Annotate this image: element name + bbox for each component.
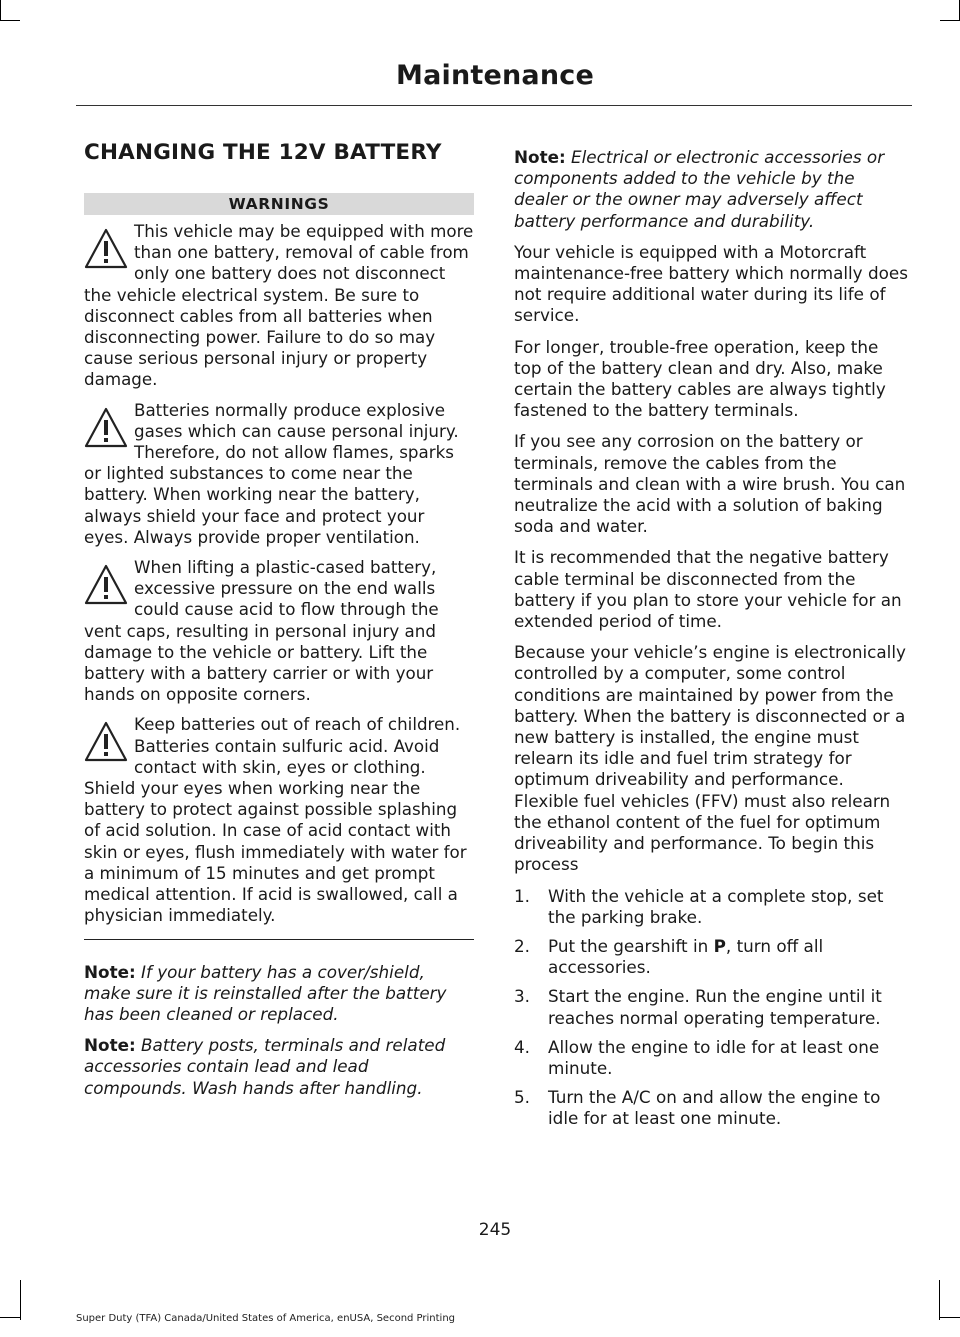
warning-text: Batteries normally produce explosive gases which can cause personal injury. Therefore, do not allow flames, sparks or lighted substances to come near the battery. When working near the battery, always shield your face and protect your eyes. Always provide proper ventilation. [84, 399, 459, 547]
step-text: Turn the A/C on and allow the engine to idle for at least one minute. [548, 1087, 881, 1129]
note-label: Note: [84, 961, 136, 982]
note-text: If your battery has a cover/shield, make sure it is reinstalled after the battery has been cleaned or replaced. [84, 961, 447, 1024]
step-item [514, 886, 908, 928]
warnings-divider [84, 939, 474, 940]
step-number: 5. [514, 1087, 531, 1108]
warnings-header: WARNINGS [84, 193, 474, 215]
note [84, 1035, 474, 1099]
page-header-title: Maintenance [396, 60, 594, 91]
step-text: With the vehicle at a complete stop, set the parking brake. [548, 885, 884, 927]
crop-mark [940, 20, 960, 21]
crop-mark [940, 1317, 960, 1318]
note [514, 147, 908, 232]
body-paragraph: If you see any corrosion on the battery or terminals, remove the cables from the terminals and clean with a wire brush. You can neutralize the acid with a solution of baking soda and water. [514, 431, 906, 537]
body-paragraph: For longer, trouble-free operation, keep the top of the battery clean and dry. Also, make certain the battery cables are always tightly fastened to the battery terminals. [514, 336, 886, 421]
note-text: Battery posts, terminals and related accessories contain lead and lead compounds. Wash hands after handling. [84, 1035, 446, 1098]
right-column [514, 147, 908, 1138]
crop-mark [20, 1280, 21, 1320]
warning-item [84, 714, 474, 926]
step-number: 3. [514, 986, 531, 1007]
step-text: Allow the engine to idle for at least one minute. [548, 1036, 880, 1078]
step-item [514, 1037, 908, 1079]
page-number: 245 [478, 1220, 512, 1240]
step-item [514, 1087, 908, 1129]
note-text: Electrical or electronic accessories or components added to the vehicle by the dealer or the owner may adversely affect battery performance and durability. [514, 147, 885, 231]
body-paragraph: Your vehicle is equipped with a Motorcraft maintenance-free battery which normally does not require additional water during its life of service. [514, 241, 908, 326]
note [84, 962, 474, 1026]
section-title: CHANGING THE 12V BATTERY [84, 140, 442, 165]
header-divider [76, 105, 912, 106]
step-item [514, 936, 908, 978]
warning-item [84, 557, 474, 705]
note-label: Note: [514, 147, 566, 167]
warning-triangle-icon [84, 720, 128, 764]
left-column [84, 140, 474, 1109]
gear-position: P [713, 935, 726, 956]
crop-mark [939, 1280, 940, 1320]
step-item [514, 986, 908, 1028]
step-text-post: , turn off all accessories. [548, 935, 824, 978]
warning-text: This vehicle may be equipped with more than one battery, removal of cable from only one battery does not disconnect the vehicle electrical system. Be sure to disconnect cables from all batteries when disconnecting power. Failure to do so may cause serious personal injury or property damage. [84, 221, 474, 390]
warning-item [84, 221, 474, 391]
procedure-steps [514, 886, 908, 1130]
step-number: 1. [514, 885, 531, 906]
crop-mark [0, 1317, 20, 1318]
warning-triangle-icon [84, 563, 128, 607]
step-text-pre: Put the gearshift in [548, 935, 714, 956]
step-number: 4. [514, 1036, 531, 1057]
crop-mark [0, 20, 20, 21]
note-label: Note: [84, 1035, 136, 1056]
warning-triangle-icon [84, 227, 128, 271]
step-text: Start the engine. Run the engine until it reaches normal operating temperature. [548, 986, 882, 1028]
footer-text: Super Duty (TFA) Canada/United States of America, enUSA, Second Printing [76, 1313, 456, 1324]
warning-item [84, 400, 474, 548]
crop-mark [0, 0, 1, 20]
body-paragraph: Because your vehicle’s engine is electronically controlled by a computer, some control conditions are maintained by power from the battery. When the battery is disconnected or a new battery is installed, the engine must relearn its idle and fuel trim strategy for optimum driveability and performance. Flexible fuel vehicles (FFV) must also relearn the ethanol content of the fuel for optimum driveability and performance. To begin this process [514, 642, 906, 875]
warning-triangle-icon [84, 406, 128, 450]
warning-text: Keep batteries out of reach of children. Batteries contain sulfuric acid. Avoid contact with skin, eyes or clothing. Shield your eyes when working near the battery to protect against possible splashing of acid solution. In case of acid contact with skin or eyes, flush immediately with water for a minimum of 15 minutes and get prompt medical attention. If acid is swallowed, call a physician immediately. [84, 714, 467, 926]
warning-text: When lifting a plastic-cased battery, excessive pressure on the end walls could cause acid to flow through the vent caps, resulting in personal injury and damage to the vehicle or battery. Lift the battery with a battery carrier or with your hands on opposite corners. [84, 557, 439, 705]
body-paragraph: It is recommended that the negative battery cable terminal be disconnected from the battery if you plan to store your vehicle for an extended period of time. [514, 547, 902, 632]
step-number: 2. [514, 935, 531, 956]
